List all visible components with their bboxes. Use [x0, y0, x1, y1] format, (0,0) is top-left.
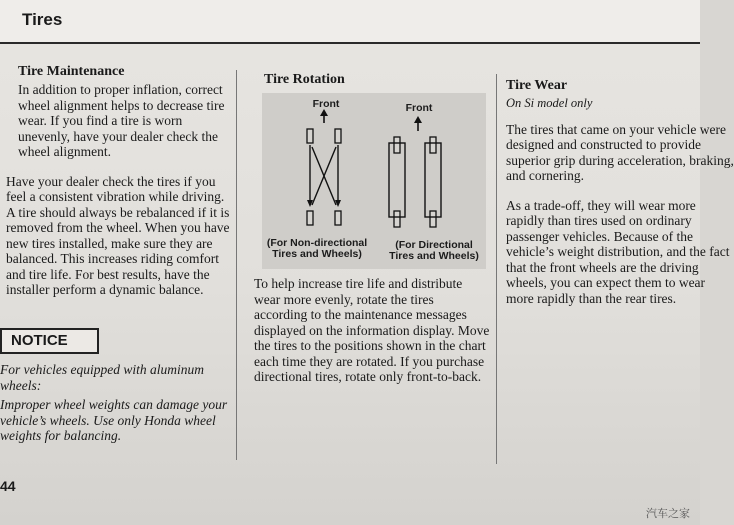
tire-maintenance-heading: Tire Maintenance: [18, 64, 125, 79]
directional-caption: (For Directional Tires and Wheels): [389, 239, 479, 262]
non-directional-arrows: [310, 145, 338, 205]
tire-rotation-text: [254, 276, 490, 385]
tire-wear-subheading: On Si model only: [506, 96, 593, 110]
page-title: Tires: [22, 10, 63, 29]
tire-wear-column: [506, 78, 734, 306]
notice-text-1: For vehicles equipped with aluminum wheels:: [0, 362, 204, 393]
section-header-bar: [0, 0, 700, 44]
tire-rotation-column: [264, 72, 490, 90]
column-divider-2: [496, 74, 497, 464]
left-front-label: Front: [312, 98, 340, 110]
directional-tires: [394, 137, 436, 227]
page-number: 44: [0, 478, 16, 494]
tire-rotation-para: To help increase tire life and distribute wear more evenly, rotate the tires according to the maintenance messages displayed on the information display. Move the tires to the positions shown in the chart each time they are rotated. If you purchase directional tires, rotate only front-to-back.: [254, 276, 490, 384]
tire-rotation-heading: Tire Rotation: [264, 72, 345, 87]
tire-wear-heading: Tire Wear: [506, 78, 568, 93]
directional-loops: [389, 143, 441, 217]
tire-maintenance-para-2: Have your dealer check the tires if you feel a consistent vibration while driving. A tire should always be rebalanced if it is removed from the wheel. When you have new tires installed, make sure they are balanced. This increases riding comfort and tire life. For best results, have the installer perform a dynamic balance.: [6, 173, 230, 297]
left-front-arrow-icon: [320, 109, 328, 123]
tire-maintenance-para-1: In addition to proper inflation, correct wheel alignment helps to decrease tire wear. If you find a tire is worn unevenly, have your dealer check the wheel alignment.: [18, 82, 225, 159]
column-divider-1: [236, 70, 237, 460]
right-front-label: Front: [405, 102, 433, 114]
notice-text-block: [0, 362, 230, 444]
tire-wear-para-2: As a trade-off, they will wear more rapidly than tires used on ordinary passenger vehicles. Because of the vehicle’s weight distribution, and the fact that the front wheels are the driving wheels, you can expect them to wear more rapidly than the rear tires.: [506, 197, 730, 306]
tire-rotation-diagram: [262, 93, 486, 269]
tire-wear-para-1: The tires that came on your vehicle were designed and constructed to provide superior grip during acceleration, braking, and cornering.: [506, 121, 734, 183]
watermark-logo: 汽车之家: [646, 507, 690, 520]
notice-badge: NOTICE: [0, 328, 99, 354]
notice-text-2: Improper wheel weights can damage your vehicle’s wheels. Use only Honda wheel weights for balancing.: [0, 397, 228, 443]
right-front-arrow-icon: [414, 116, 422, 131]
non-directional-caption: (For Non-directional Tires and Wheels): [266, 237, 368, 260]
tire-maintenance-column: [6, 64, 234, 298]
